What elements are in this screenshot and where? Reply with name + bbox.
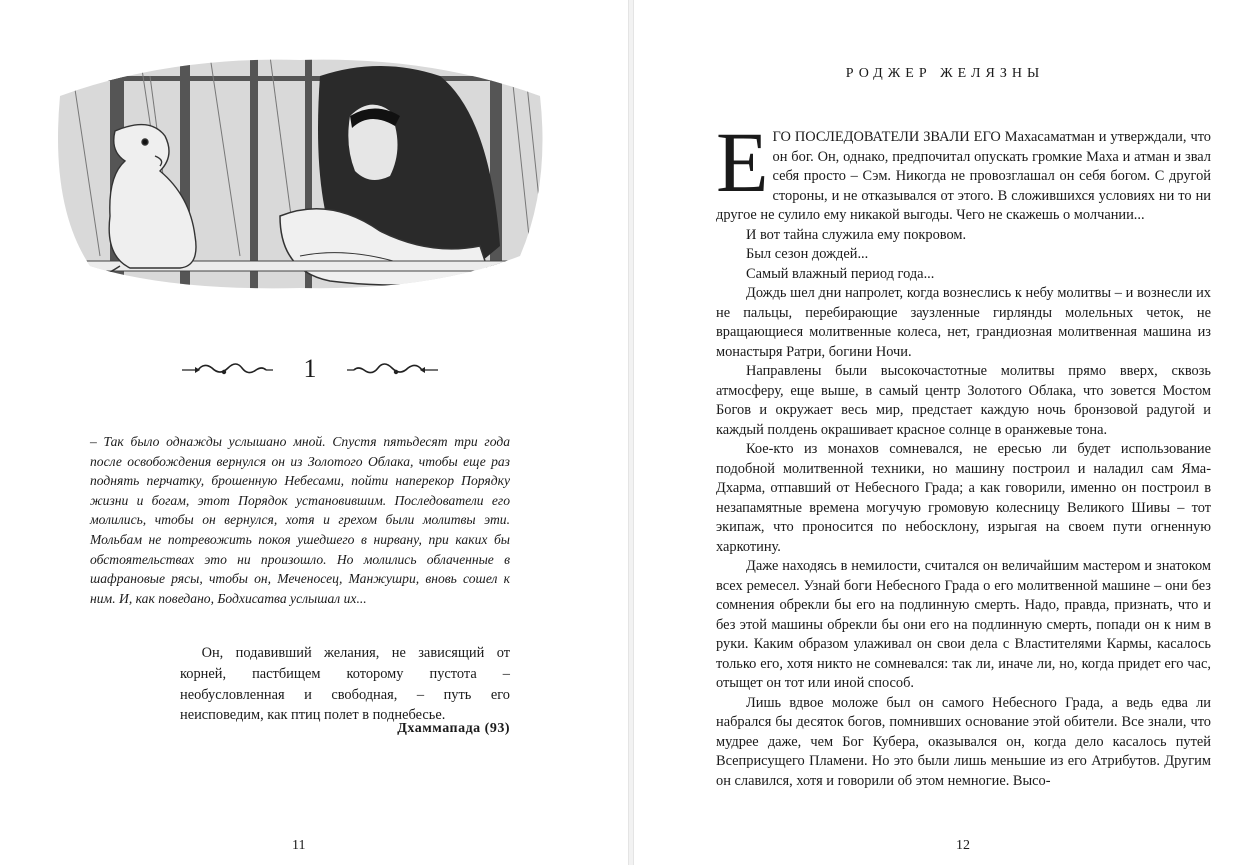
paragraph: Кое-кто из монахов сомневался, не ересью ли будет использование подобной молитвенной техники, но машину построил и наладил сам Яма-Дхарма, отпавший от Небесного Града; а как говорили, именно он построил в незапамятные времена могучую громовую колесницу Великого Шивы – тот экипаж, что проносится по небосклону, изрыгая на своем пути огненную харкотину. — [716, 441, 1211, 555]
drop-cap: Е — [716, 114, 769, 210]
paragraph: Дождь шел дни напролет, когда вознеслись к небу молитвы – и вознесли их не пальцы, перебирающие заузленные гирлянды молельных четок, не вращающиеся молитвенные колеса, нет, грандиозная молитвенная машина из монастыря Ратри, богини Ночи. — [716, 285, 1211, 360]
paragraph: Направлены были высокочастотные молитвы прямо вверх, сквозь атмосферу, еще выше, в самый центр Золотого Облака, что зовется Мостом Богов и окружает весь мир, предстает каждую ночь бронзовой радугой и каждый полдень окрашивает красное солнце в оранжевые тона. — [716, 363, 1211, 438]
page-number-left: 11 — [292, 838, 306, 853]
dhammapada-quote: Он, подавивший желания, не зависящий от корней, пастбищем которому пустота – необусловленная и свободная, – путь его неисповедим, как птиц полет в поднебесье. — [180, 645, 510, 724]
paragraph: И вот тайна служила ему покровом. — [746, 226, 967, 243]
page-number-right: 12 — [956, 838, 970, 853]
lead-in: ГО ПОСЛЕДОВАТЕЛИ ЗВАЛИ ЕГО — [772, 129, 1001, 145]
quote-source: Дхаммапада (93) — [397, 721, 510, 736]
right-page — [634, 0, 1256, 865]
paragraph: Даже находясь в немилости, считался он величайшим мастером и знатоком всех ремесел. Узнай боги Небесного Града о его молитвенной машине – они без сомнения обрекли бы его на подлинную смерть. Надо, правда, признать, что и без этой машины обрекли бы они его на подлинную смерть, попади он к ним в руки. Каким образом улаживал он свои дела с Властителями Кармы, касалось только его, хотя никто не сомневался: так ли, иначе ли, но, когда придет его час, отыщет он тот или иной способ. — [716, 558, 1211, 691]
illustration-monkey-and-woman — [50, 56, 550, 306]
chapter-number: 1 — [303, 354, 317, 383]
paragraph: Самый влажный период года... — [746, 265, 935, 282]
opening-paragraph: ЕГО ПОСЛЕДОВАТЕЛИ ЗВАЛИ ЕГО Махасаматман и утверждали, что он бог. Он, однако, предпочитал опускать громкие Маха и атман и звал себя просто – Сэм. Никогда не провозглашал он себя богом. С другой стороны, и не отказывался от этого. В сложившихся условиях ни то ни другое не сулило ему никакой выгоды. Чего не скажешь о молчании... — [716, 114, 1211, 223]
epigraph: – Так было однажды услышано мной. Спустя пятьдесят три года после освобождения вернулся он из Золотого Облака, чтобы еще раз поднять перчатку, брошенную Небесами, пойти наперекор Порядку жизни и богам, этот Порядок установившим. Последователи его молились, чтобы он вернулся, хотя и грехом были молитвы эти. Мольбам не потревожить покоя ушедшего в нирвану, при каких бы обстоятельствах это ни произошло. Но молились облаченные в шафрановые рясы, чтобы он, Меченосец, Манжушри, вновь сошел к ним. И, как поведано, Бодхисатва услышал их... — [90, 434, 510, 606]
chapter-body-text — [716, 114, 1211, 791]
running-head: РОДЖЕР ЖЕЛЯЗНЫ — [845, 66, 1045, 81]
paragraph: Лишь вдвое моложе был он самого Небесного Града, а ведь едва ли набрался бы десяток богов, помнивших основание этой обители. Все знали, что мудрее даже, чем Бог Кубера, оказывался он, когда дело касалось путей Всеприсущего Пламени. Но это были лишь меньшие из его Атрибутов. Другим он славился, хотя и говорили об этом немногие. Высо- — [716, 694, 1211, 789]
paragraph: Был сезон дождей... — [746, 246, 869, 262]
chapter-heading — [180, 350, 440, 390]
right-ornament-icon — [345, 360, 440, 380]
left-ornament-icon — [180, 360, 275, 380]
